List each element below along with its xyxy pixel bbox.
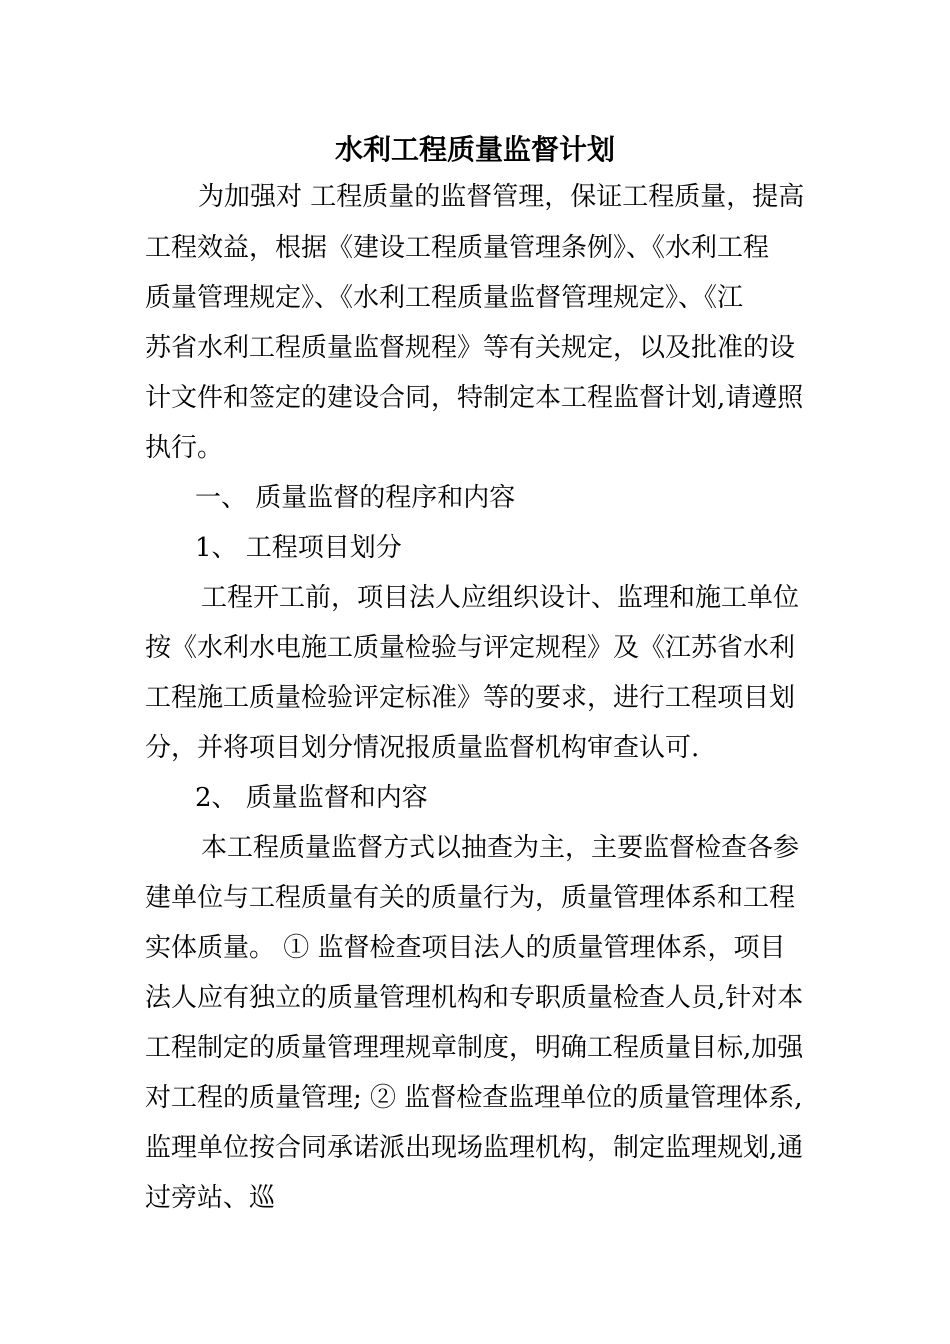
body-line: 监理单位按合同承诺派出现场监理机构，制定监理规划,通 [145,1133,804,1163]
body-line: 质量管理规定》、《水利工程质量监督管理规定》、《江 [145,283,744,313]
body-line: 分，并将项目划分情况报质量监督机构审查认可. [145,733,700,763]
body-line: 过旁站、巡 [145,1183,276,1213]
subsection-heading: 2、 质量监督和内容 [195,783,428,813]
subsection-heading: 1、 工程项目划分 [195,533,402,563]
body-line: 建单位与工程质量有关的质量行为，质量管理体系和工程 [145,883,796,913]
body-line: 苏省水利工程质量监督规程》等有关规定，以及批准的设 [145,333,796,363]
body-line: 执行。 [145,433,224,463]
body-line: 实体质量。 ① 监督检查项目法人的质量管理体系，项目 [145,933,786,963]
body-line: 为加强对 工程质量的监督管理，保证工程质量，提高 [198,182,805,212]
body-line: 本工程质量监督方式以抽查为主，主要监督检查各参 [201,833,800,863]
body-line: 工程制定的质量管理理规章制度，明确工程质量目标,加强 [145,1033,804,1063]
body-line: 工程施工质量检验评定标准》等的要求，进行工程项目划 [145,683,796,713]
document-title: 水利工程质量监督计划 [334,133,615,166]
body-line: 按《水利水电施工质量检验与评定规程》及《江苏省水利 [145,633,796,663]
section-heading: 一、 质量监督的程序和内容 [195,483,516,513]
body-line: 计文件和签定的建设合同，特制定本工程监督计划,请遵照 [145,383,804,413]
body-line: 工程效益，根据《建设工程质量管理条例》、《水利工程 [145,233,770,263]
body-line: 工程开工前，项目法人应组织设计、监理和施工单位 [201,583,800,613]
body-line: 对工程的质量管理; ② 监督检查监理单位的质量管理体系, [145,1083,803,1113]
body-line: 法人应有独立的质量管理机构和专职质量检查人员,针对本 [145,983,804,1013]
